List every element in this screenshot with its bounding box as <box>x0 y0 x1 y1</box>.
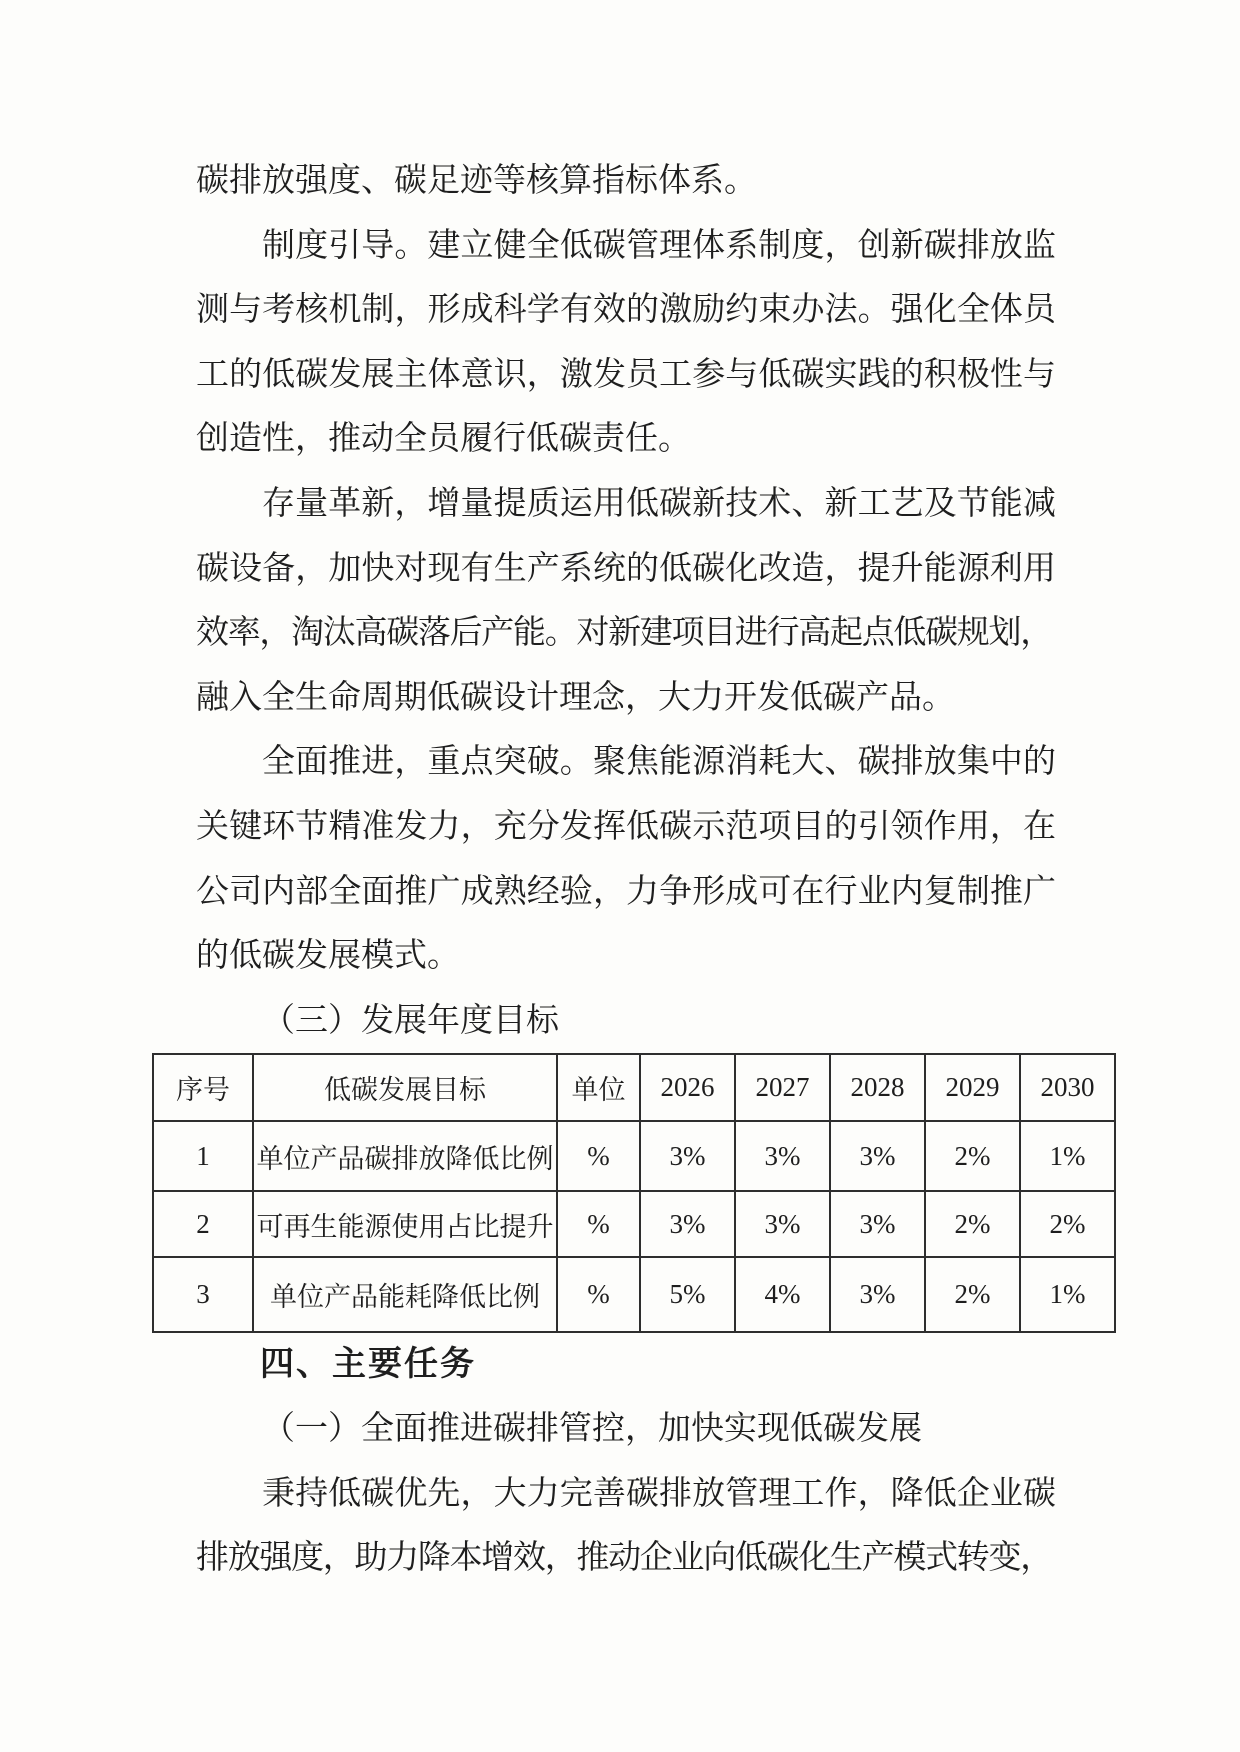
body-line-12: 公司内部全面推广成熟经验，力争形成可在行业内复制推广 <box>196 873 1056 910</box>
body-line-13: 的低碳发展模式。 <box>196 938 460 975</box>
table-header-cell: 2030 <box>1020 1054 1115 1121</box>
subsection-heading-1: （一）全面推进碳排管控，加快实现低碳发展 <box>262 1411 922 1447</box>
table-cell: 3% <box>735 1191 830 1257</box>
heading-main-tasks: 四、主要任务 <box>260 1345 476 1383</box>
table-header-cell: 2027 <box>735 1054 830 1121</box>
table-row <box>153 1257 1115 1332</box>
table-cell: 2% <box>925 1257 1020 1332</box>
table-header-cell: 单位 <box>557 1054 640 1121</box>
table-cell: 2 <box>153 1191 253 1257</box>
body-line-7: 碳设备，加快对现有生产系统的低碳化改造，提升能源利用 <box>196 550 1056 587</box>
table-header-cell: 2026 <box>640 1054 735 1121</box>
table-cell: 可再生能源使用占比提升 <box>253 1191 557 1257</box>
table-cell: 3% <box>640 1121 735 1191</box>
table-cell: 单位产品能耗降低比例 <box>253 1257 557 1332</box>
table-header-row <box>153 1054 1115 1121</box>
body-line-1: 碳排放强度、碳足迹等核算指标体系。 <box>196 163 757 199</box>
body-line-9: 融入全生命周期低碳设计理念，大力开发低碳产品。 <box>196 679 955 716</box>
table-cell: 2% <box>925 1121 1020 1191</box>
table-cell: 单位产品碳排放降低比例 <box>253 1121 557 1191</box>
bottom-text-block <box>196 1397 1056 1591</box>
body-line-5: 创造性，推动全员履行低碳责任。 <box>196 421 691 458</box>
table-header-cell: 2028 <box>830 1054 925 1121</box>
table-cell: 4% <box>735 1257 830 1332</box>
section-heading-3: （三）发展年度目标 <box>262 1002 559 1039</box>
body-line-6: 存量革新，增量提质运用低碳新技术、新工艺及节能减 <box>262 485 1056 522</box>
table-cell: 1% <box>1020 1257 1115 1332</box>
table-cell: 3% <box>830 1121 925 1191</box>
body-text-block <box>196 149 1056 1053</box>
table-row <box>153 1121 1115 1191</box>
body-line-10: 全面推进，重点突破。聚焦能源消耗大、碳排放集中的 <box>262 744 1056 781</box>
table-cell: 2% <box>1020 1191 1115 1257</box>
table-header-cell: 低碳发展目标 <box>253 1054 557 1121</box>
table-cell: 5% <box>640 1257 735 1332</box>
table-cell: 3 <box>153 1257 253 1332</box>
table-cell: 3% <box>640 1191 735 1257</box>
table-header-cell: 序号 <box>153 1054 253 1121</box>
table-cell: 2% <box>925 1191 1020 1257</box>
body-line-2: 制度引导。建立健全低碳管理体系制度，创新碳排放监 <box>262 227 1056 264</box>
body-line-11: 关键环节精准发力，充分发挥低碳示范项目的引领作用，在 <box>196 808 1056 845</box>
table-cell: 1 <box>153 1121 253 1191</box>
bottom-line-1: 秉持低碳优先，大力完善碳排放管理工作，降低企业碳 <box>262 1475 1056 1512</box>
table-cell: 1% <box>1020 1121 1115 1191</box>
targets-table <box>152 1053 1116 1333</box>
table-cell: 3% <box>735 1121 830 1191</box>
table-cell: % <box>557 1121 640 1191</box>
table-header-cell: 2029 <box>925 1054 1020 1121</box>
table-cell: 3% <box>830 1191 925 1257</box>
body-line-8: 效率，淘汰高碳落后产能。对新建项目进行高起点低碳规划， <box>196 615 1052 652</box>
table-row <box>153 1191 1115 1257</box>
table-cell: 3% <box>830 1257 925 1332</box>
bottom-line-2: 排放强度，助力降本增效，推动企业向低碳化生产模式转变， <box>196 1540 1052 1577</box>
table-cell: % <box>557 1191 640 1257</box>
body-line-3: 测与考核机制，形成科学有效的激励约束办法。强化全体员 <box>196 292 1056 329</box>
body-line-4: 工的低碳发展主体意识，激发员工参与低碳实践的积极性与 <box>196 356 1056 393</box>
table-cell: % <box>557 1257 640 1332</box>
